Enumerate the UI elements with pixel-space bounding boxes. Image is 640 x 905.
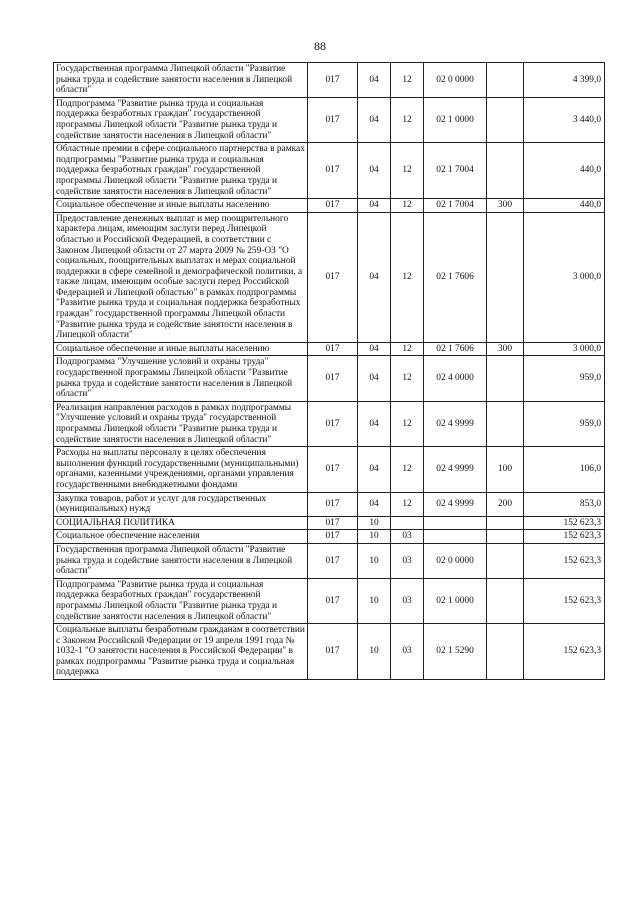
row-target-article: 02 0 0000: [424, 543, 487, 578]
row-amount: 3 000,0: [524, 342, 605, 356]
row-subsection-code: 12: [391, 63, 424, 98]
row-target-article: 02 1 7004: [424, 143, 487, 199]
row-name: Подпрограмма "Развитие рынка труда и социальная поддержка безработных граждан" государственной программы Липецкой области "Развитие рынка труда и содействие занятости населения в Липецкой области": [54, 97, 308, 142]
row-amount: 4 399,0: [524, 63, 605, 98]
row-name: Социальные выплаты безработным гражданам в соответствии с Законом Российской Федерации от 19 апреля 1991 года № 1032-1 "О занятости населения в Российской Федерации" в рамках подпрограммы "Развитие рынка труда и социальная поддержка: [54, 624, 308, 680]
row-expense-type: [487, 212, 524, 342]
row-target-article: 02 4 9999: [424, 401, 487, 446]
row-ved-code: 017: [308, 447, 358, 492]
row-expense-type: [487, 530, 524, 544]
table-row: [54, 97, 605, 142]
table-row: [54, 199, 605, 213]
row-amount: 959,0: [524, 401, 605, 446]
row-target-article: 02 1 7606: [424, 342, 487, 356]
row-subsection-code: 12: [391, 212, 424, 342]
row-name: Государственная программа Липецкой области "Развитие рынка труда и содействие занятости населения в Липецкой области": [54, 63, 308, 98]
row-name: Подпрограмма "Развитие рынка труда и социальная поддержка безработных граждан" государственной программы Липецкой области "Развитие рынка труда и содействие занятости населения в Липецкой области": [54, 578, 308, 623]
row-section-code: 10: [358, 543, 391, 578]
row-target-article: 02 4 9999: [424, 492, 487, 516]
row-ved-code: 017: [308, 492, 358, 516]
row-target-article: 02 4 0000: [424, 356, 487, 401]
table-row: [54, 63, 605, 98]
row-amount: 152 623,3: [524, 530, 605, 544]
row-target-article: 02 1 7606: [424, 212, 487, 342]
row-expense-type: [487, 578, 524, 623]
budget-table: [53, 62, 605, 680]
row-section-code: 10: [358, 530, 391, 544]
row-ved-code: 017: [308, 342, 358, 356]
row-section-code: 04: [358, 492, 391, 516]
row-ved-code: 017: [308, 624, 358, 680]
row-section-code: 04: [358, 212, 391, 342]
row-subsection-code: [391, 516, 424, 530]
row-name: Государственная программа Липецкой области "Развитие рынка труда и содействие занятости населения в Липецкой области": [54, 543, 308, 578]
row-expense-type: [487, 356, 524, 401]
row-name: Расходы на выплаты персоналу в целях обеспечения выполнения функций государственными (муниципальными) органами, казенными учреждениями, органами управления государственными внебюджетными фондами: [54, 447, 308, 492]
row-target-article: 02 1 7004: [424, 199, 487, 213]
row-ved-code: 017: [308, 97, 358, 142]
row-target-article: 02 4 9999: [424, 447, 487, 492]
row-amount: 853,0: [524, 492, 605, 516]
row-name: Социальное обеспечение населения: [54, 530, 308, 544]
row-subsection-code: 12: [391, 356, 424, 401]
row-expense-type: 200: [487, 492, 524, 516]
table-row: [54, 342, 605, 356]
row-expense-type: [487, 543, 524, 578]
row-amount: 152 623,3: [524, 543, 605, 578]
row-expense-type: [487, 624, 524, 680]
row-ved-code: 017: [308, 356, 358, 401]
row-expense-type: 100: [487, 447, 524, 492]
row-section-code: 04: [358, 199, 391, 213]
row-name: Закупка товаров, работ и услуг для государственных (муниципальных) нужд: [54, 492, 308, 516]
table-row: [54, 543, 605, 578]
row-target-article: [424, 516, 487, 530]
row-subsection-code: 03: [391, 530, 424, 544]
row-subsection-code: 12: [391, 342, 424, 356]
row-name: Областные премии в сфере социального партнерства в рамках подпрограммы "Развитие рынка труда и социальная поддержка безработных граждан" государственной программы Липецкой области "Развитие рынка труда и содействие занятости населения в Липецкой области": [54, 143, 308, 199]
table-row: [54, 516, 605, 530]
row-expense-type: [487, 63, 524, 98]
row-expense-type: [487, 143, 524, 199]
row-subsection-code: 12: [391, 401, 424, 446]
table-row: [54, 401, 605, 446]
row-section-code: 04: [358, 97, 391, 142]
row-ved-code: 017: [308, 199, 358, 213]
table-row: [54, 143, 605, 199]
row-target-article: [424, 530, 487, 544]
row-subsection-code: 03: [391, 624, 424, 680]
row-section-code: 04: [358, 342, 391, 356]
row-expense-type: [487, 401, 524, 446]
table-row: [54, 492, 605, 516]
row-ved-code: 017: [308, 212, 358, 342]
row-target-article: 02 1 0000: [424, 97, 487, 142]
row-subsection-code: 12: [391, 447, 424, 492]
row-amount: 440,0: [524, 199, 605, 213]
row-ved-code: 017: [308, 401, 358, 446]
row-amount: 3 000,0: [524, 212, 605, 342]
row-expense-type: [487, 97, 524, 142]
row-amount: 959,0: [524, 356, 605, 401]
row-ved-code: 017: [308, 143, 358, 199]
row-name: Социальное обеспечение и иные выплаты населению: [54, 199, 308, 213]
row-amount: 3 440,0: [524, 97, 605, 142]
table-row: [54, 624, 605, 680]
row-section-code: 04: [358, 143, 391, 199]
table-row: [54, 356, 605, 401]
row-ved-code: 017: [308, 63, 358, 98]
row-subsection-code: 12: [391, 492, 424, 516]
row-section-code: 04: [358, 356, 391, 401]
row-ved-code: 017: [308, 530, 358, 544]
row-subsection-code: 03: [391, 543, 424, 578]
row-target-article: 02 1 0000: [424, 578, 487, 623]
row-name: Социальное обеспечение и иные выплаты населению: [54, 342, 308, 356]
row-expense-type: 300: [487, 342, 524, 356]
row-section-code: 04: [358, 63, 391, 98]
row-subsection-code: 12: [391, 199, 424, 213]
row-expense-type: 300: [487, 199, 524, 213]
row-amount: 152 623,3: [524, 624, 605, 680]
row-expense-type: [487, 516, 524, 530]
row-section-code: 10: [358, 578, 391, 623]
row-name: Предоставление денежных выплат и мер поощрительного характера лицам, имеющим заслуги перед Липецкой областью и Российской Федерацией, в соответствии с Законом Липецкой области от 27 марта 2009 № 259-ОЗ "О социальных, поощрительных выплатах и мерах социальной поддержки в сфере семейной и демографической политики, а также лицам, имеющим особые заслуги перед Российской Федерацией и Липецкой областью" в рамках подпрограммы "Развитие рынка труда и социальная поддержка безработных граждан" государственной программы Липецкой области "Развитие рынка труда и содействие занятости населения в Липецкой области": [54, 212, 308, 342]
row-target-article: 02 0 0000: [424, 63, 487, 98]
table-row: [54, 530, 605, 544]
page-number: 88: [314, 39, 326, 53]
row-amount: 152 623,3: [524, 578, 605, 623]
row-subsection-code: 12: [391, 143, 424, 199]
row-amount: 152 623,3: [524, 516, 605, 530]
table-row: [54, 212, 605, 342]
row-ved-code: 017: [308, 516, 358, 530]
row-name: СОЦИАЛЬНАЯ ПОЛИТИКА: [54, 516, 308, 530]
row-ved-code: 017: [308, 543, 358, 578]
row-name: Подпрограмма "Улучшение условий и охраны труда" государственной программы Липецкой области "Развитие рынка труда и содействие занятости населения в Липецкой области": [54, 356, 308, 401]
row-amount: 106,0: [524, 447, 605, 492]
row-section-code: 04: [358, 447, 391, 492]
table-row: [54, 578, 605, 623]
row-target-article: 02 1 5290: [424, 624, 487, 680]
row-subsection-code: 03: [391, 578, 424, 623]
row-name: Реализация направления расходов в рамках подпрограммы "Улучшение условий и охраны труда" государственной программы Липецкой области "Развитие рынка труда и содействие занятости населения в Липецкой области": [54, 401, 308, 446]
row-amount: 440,0: [524, 143, 605, 199]
row-subsection-code: 12: [391, 97, 424, 142]
table-row: [54, 447, 605, 492]
row-section-code: 10: [358, 516, 391, 530]
row-section-code: 04: [358, 401, 391, 446]
row-ved-code: 017: [308, 578, 358, 623]
row-section-code: 10: [358, 624, 391, 680]
